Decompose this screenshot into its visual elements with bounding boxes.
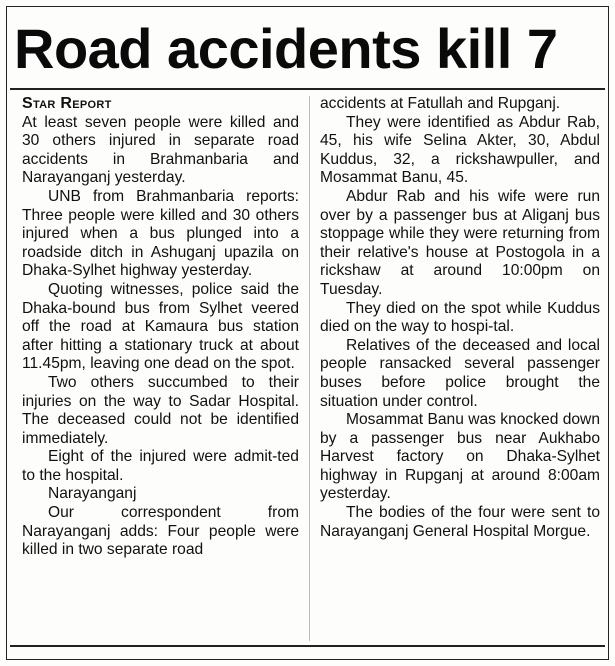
- paragraph: They died on the spot while Kuddus died on the way to hospi-tal.: [320, 299, 600, 336]
- headline-rule: [10, 88, 605, 90]
- paragraph: Quoting witnesses, police said the Dhaka-bound bus from Sylhet veered off the road at Kamaura bus station after hitting a stationary truck at about 11.45pm, leaving one dead on the spot.: [22, 280, 299, 373]
- paragraph: They were identified as Abdur Rab, 45, his wife Selina Akter, 30, Abdul Kuddus, 32, a rickshawpuller, and Mosammat Banu, 45.: [320, 113, 600, 187]
- paragraph: Mosammat Banu was knocked down by a passenger bus near Aukhabo Harvest factory on Dhaka-Sylhet highway in Rupganj at around 8:00am yesterday.: [320, 411, 600, 503]
- paragraph: Relatives of the deceased and local people ransacked several passenger buses before police brought the situation under control.: [320, 336, 600, 410]
- headline: Road accidents kill 7: [14, 17, 558, 80]
- paragraph: Eight of the injured were admit-ted to the hospital.: [22, 448, 299, 484]
- byline: Star Report: [22, 95, 112, 112]
- paragraph: Abdur Rab and his wife were run over by a passenger bus at Aliganj bus stoppage while they were returning from their relative's house at Postogola in a rickshaw at around 10:00pm on Tuesday.: [320, 187, 600, 298]
- paragraph: accidents at Fatullah and Rupganj.: [320, 95, 561, 112]
- footer-rule: [10, 645, 605, 647]
- paragraph: UNB from Brahmanbaria reports: Three people were killed and 30 others injured when a bus plunged into a roadside ditch in Ashuganj upazila on Dhaka-Sylhet highway yesterday.: [22, 187, 299, 280]
- column-divider: [309, 96, 310, 641]
- column-left: [22, 95, 299, 643]
- paragraph: The bodies of the four were sent to Narayanganj General Hospital Morgue.: [320, 504, 600, 540]
- paragraph: Two others succumbed to their injuries on the way to Sadar Hospital. The deceased could not be identified immediately.: [22, 373, 299, 447]
- paragraph: Our correspondent from Narayanganj adds: Four people were killed in two separate road: [22, 504, 299, 559]
- column-right: [320, 95, 600, 643]
- paragraph: At least seven people were killed and 30 others injured in separate road accidents in Brahmanbaria and Narayanganj yesterday.: [22, 113, 299, 187]
- dateline: Narayanganj: [48, 485, 137, 503]
